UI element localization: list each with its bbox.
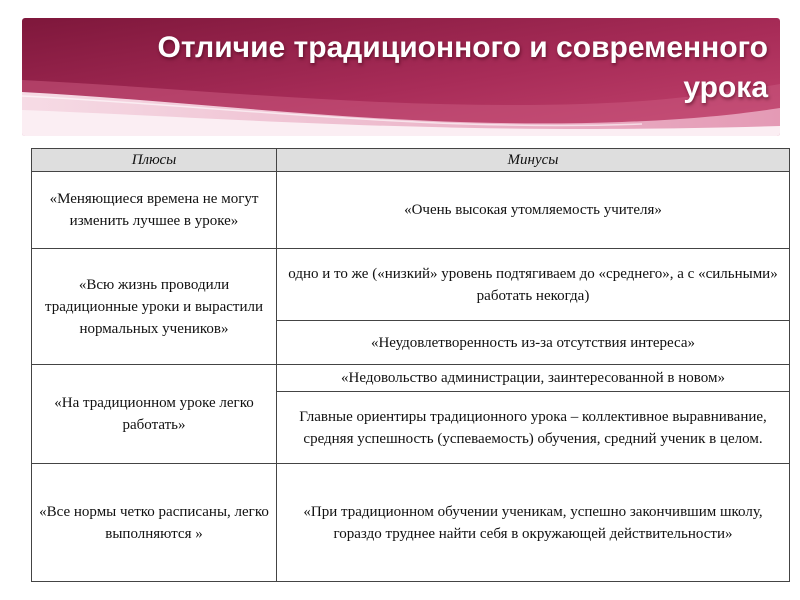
minus-cell: «Неудовлетворенность из-за отсутствия интереса» xyxy=(277,321,790,365)
minus-cell: «Очень высокая утомляемость учителя» xyxy=(277,172,790,249)
plus-cell: «Меняющиеся времена не могут изменить лучшее в уроке» xyxy=(32,172,277,249)
minus-cell: одно и то же («низкий» уровень подтягиваем до «среднего», а с «сильными» работать некогда) xyxy=(277,249,790,321)
column-header-minus: Минусы xyxy=(277,149,790,172)
plus-cell: «Всю жизнь проводили традиционные уроки и вырастили нормальных учеников» xyxy=(32,249,277,365)
table-row xyxy=(32,172,790,249)
table-row xyxy=(32,365,790,392)
table-header-row xyxy=(32,149,790,172)
slide-title: Отличие традиционного и современного урока xyxy=(157,31,768,104)
minus-cell: «Недовольство администрации, заинтересованной в новом» xyxy=(277,365,790,392)
minus-cell: «При традиционном обучении ученикам, успешно закончившим школу, гораздо труднее найти себя в окружающей действительности» xyxy=(277,464,790,582)
table-row xyxy=(32,249,790,321)
column-header-plus: Плюсы xyxy=(32,149,277,172)
title-banner xyxy=(22,18,780,136)
plus-cell: «На традиционном уроке легко работать» xyxy=(32,365,277,464)
table-row xyxy=(32,464,790,582)
plus-cell: «Все нормы четко расписаны, легко выполняются » xyxy=(32,464,277,582)
comparison-table xyxy=(31,148,790,582)
minus-cell: Главные ориентиры традиционного урока – коллективное выравнивание, средняя успешность (успеваемость) обучения, средний ученик в целом. xyxy=(277,392,790,464)
